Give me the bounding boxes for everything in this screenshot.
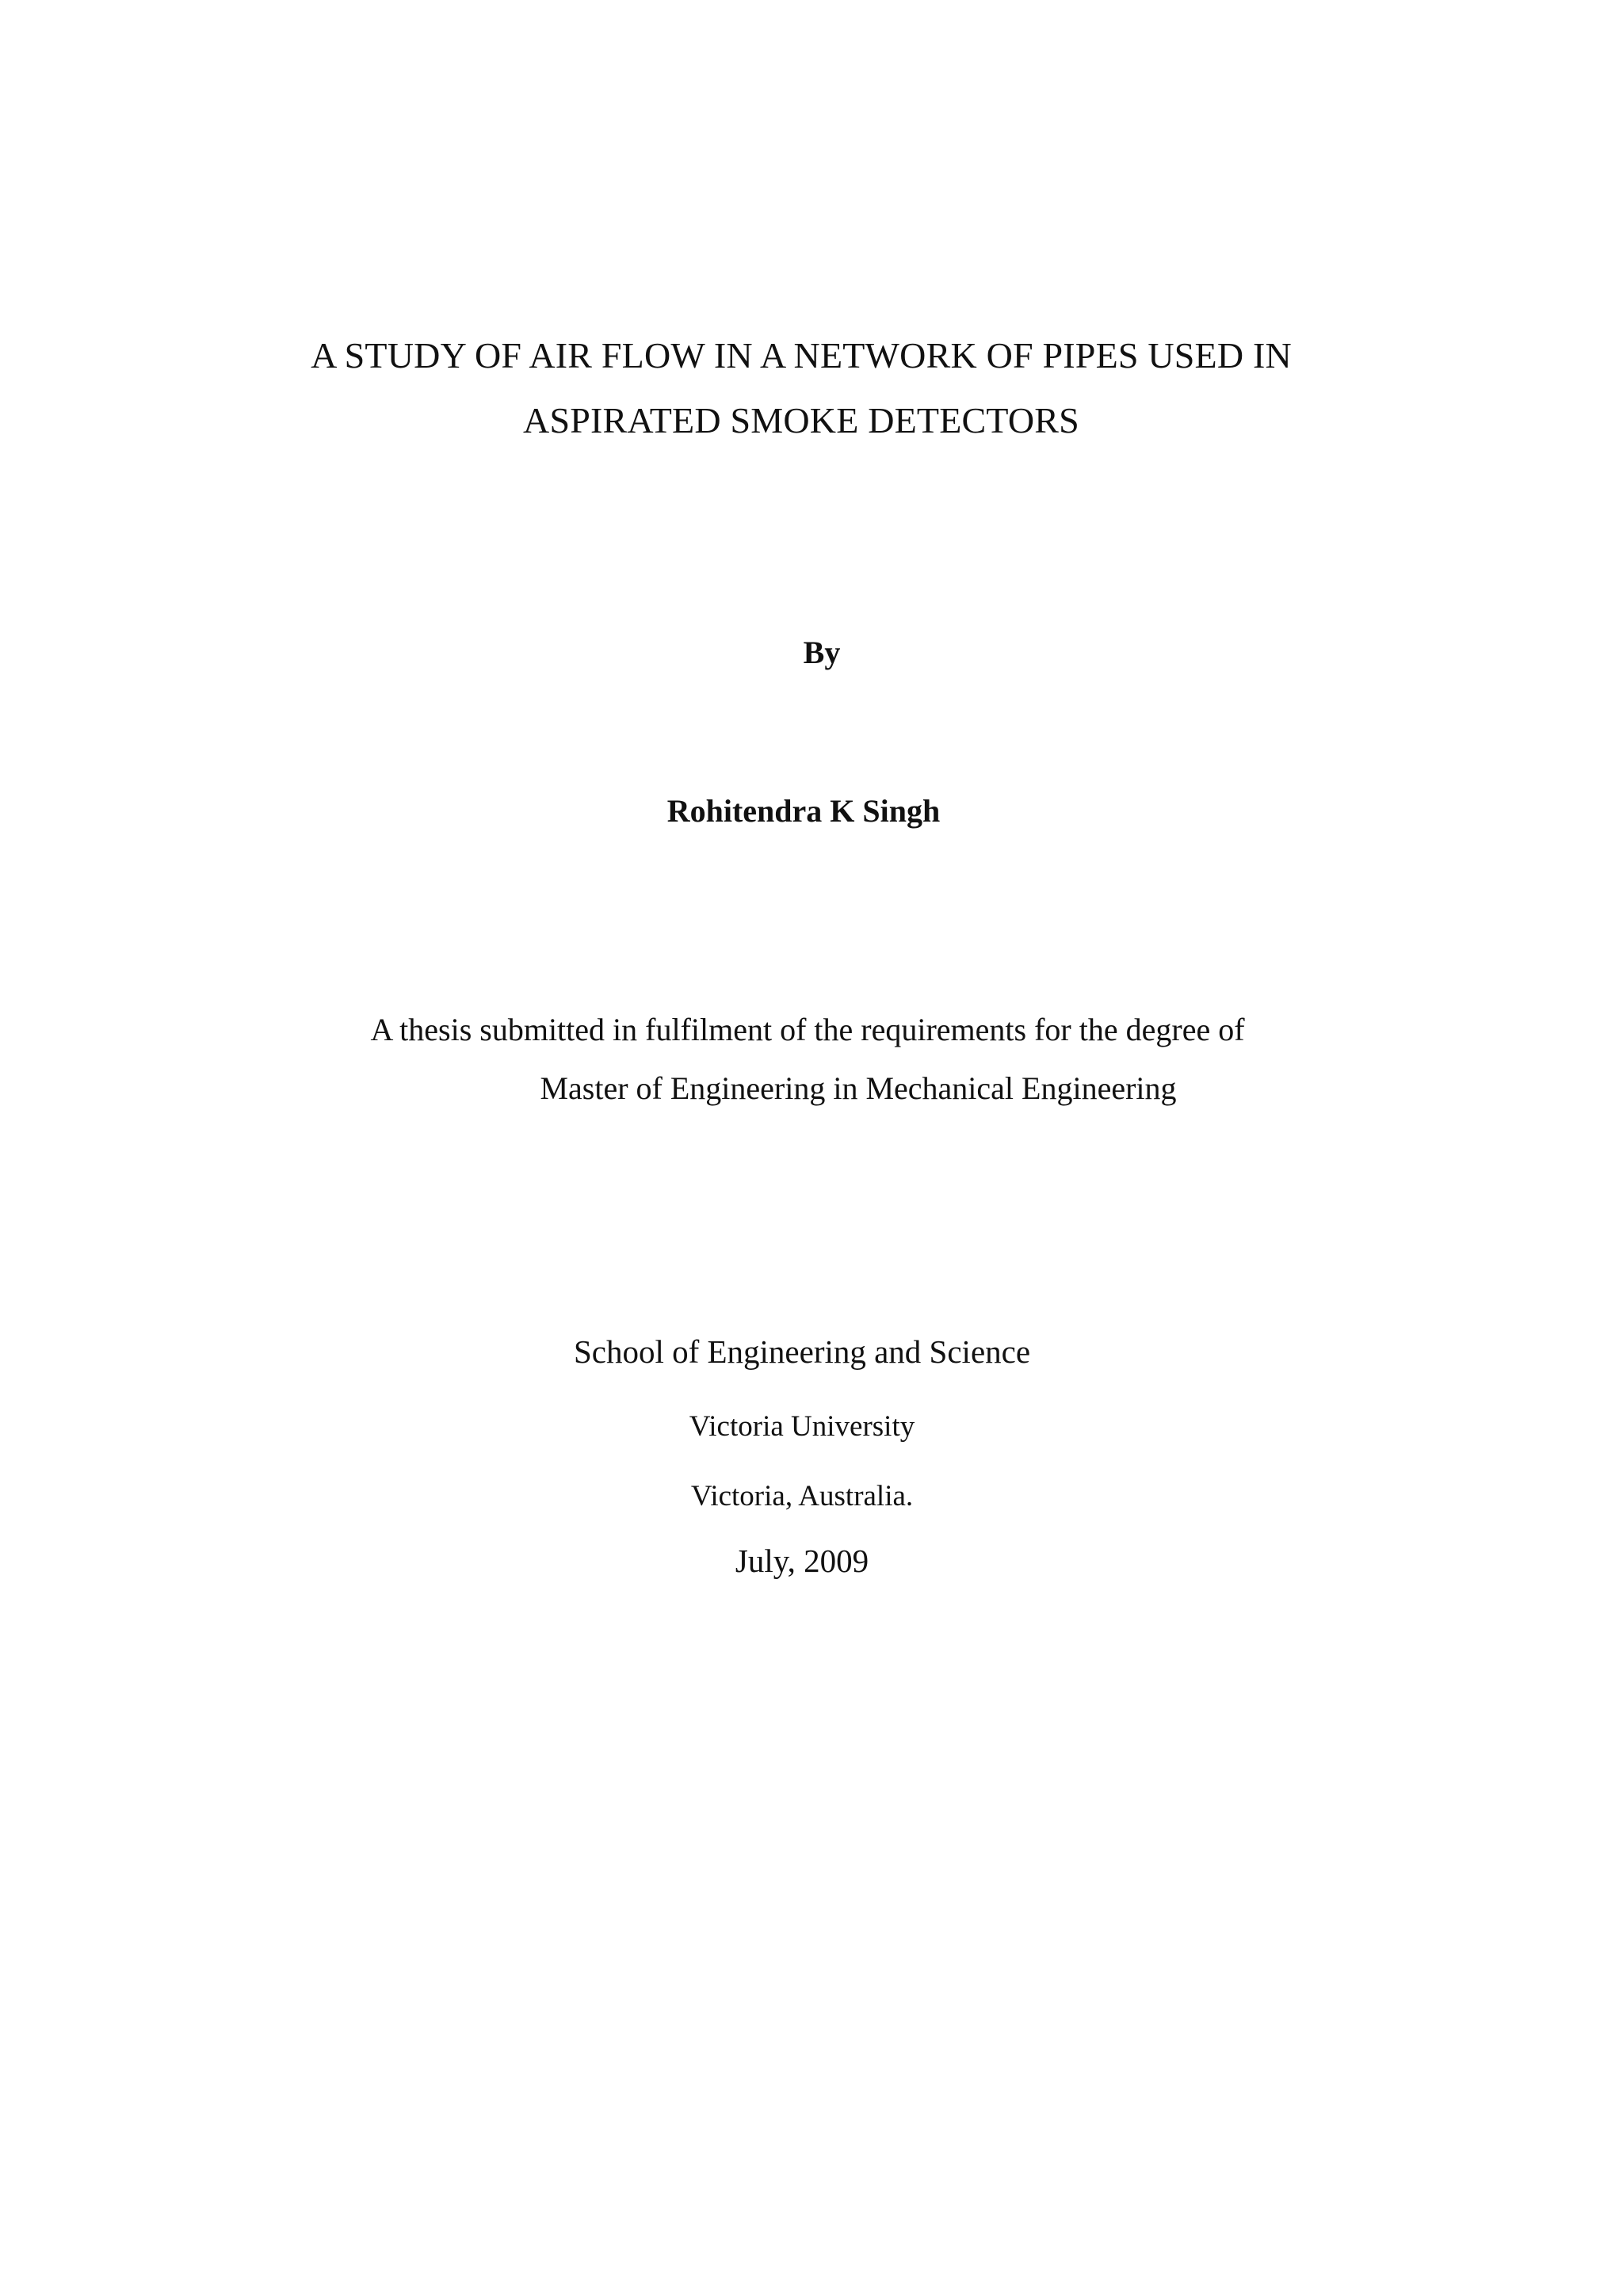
university-name: Victoria University xyxy=(689,1410,915,1443)
by-label: By xyxy=(803,635,841,670)
thesis-title-line-1: A STUDY OF AIR FLOW IN A NETWORK OF PIPES USED IN xyxy=(311,335,1292,376)
submission-date: July, 2009 xyxy=(735,1543,869,1579)
degree-statement-line-2: Master of Engineering in Mechanical Engineering xyxy=(540,1070,1177,1106)
location: Victoria, Australia. xyxy=(690,1480,914,1512)
school-name: School of Engineering and Science xyxy=(573,1333,1031,1370)
degree-statement-line-1: A thesis submitted in fulfilment of the requirements for the degree of xyxy=(370,1012,1245,1047)
author-name: Rohitendra K Singh xyxy=(666,793,941,829)
thesis-title-line-2: ASPIRATED SMOKE DETECTORS xyxy=(523,400,1079,441)
